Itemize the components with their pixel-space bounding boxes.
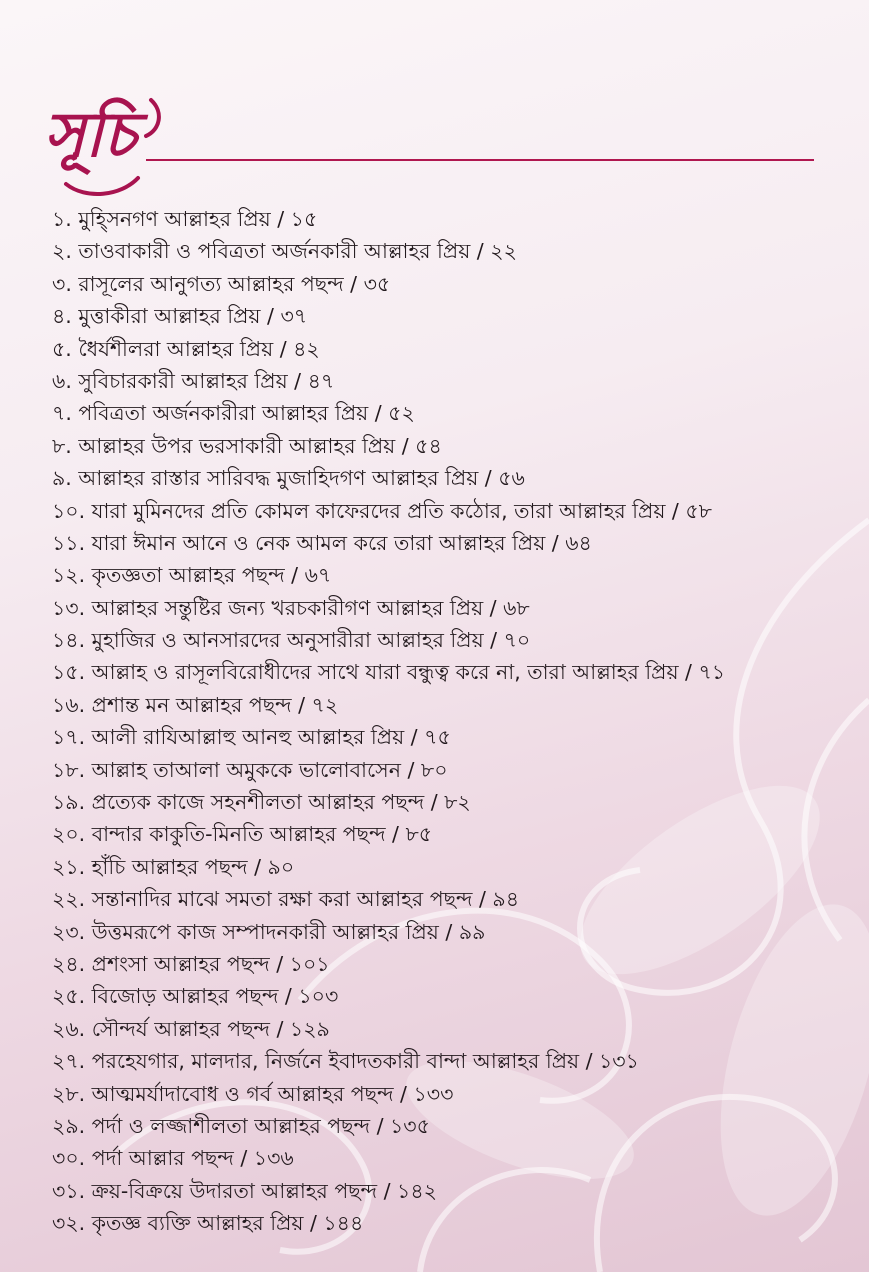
- toc-entry: ৬. সুবিচারকারী আল্লাহর প্রিয় / ৪৭: [52, 368, 335, 393]
- heading-divider: [146, 159, 814, 161]
- toc-entry: ১৫. আল্লাহ ও রাসূলবিরোধীদের সাথে যারা বন্ধুত্ব করে না, তারা আল্লাহর প্রিয় / ৭১: [52, 660, 726, 685]
- toc-entry: ১২. কৃতজ্ঞতা আল্লাহর পছন্দ / ৬৭: [52, 563, 332, 588]
- toc-entry: ৯. আল্লাহর রাস্তার সারিবদ্ধ মুজাহিদগণ আল্লাহর প্রিয় / ৫৬: [52, 466, 525, 491]
- toc-entry: ২৯. পর্দা ও লজ্জাশীলতা আল্লাহর পছন্দ / ১৩৫: [52, 1113, 430, 1138]
- toc-entry: ৪. মুত্তাকীরা আল্লাহর প্রিয় / ৩৭: [52, 304, 308, 329]
- toc-entry: ২৩. উত্তমরূপে কাজ সম্পাদনকারী আল্লাহর প্রিয় / ৯৯: [52, 919, 486, 944]
- toc-entry: ৭. পবিত্রতা অর্জনকারীরা আল্লাহর প্রিয় / ৫২: [52, 401, 415, 426]
- toc-entry: ৩১. ক্রয়-বিক্রয়ে উদারতা আল্লাহর পছন্দ / ১৪২: [52, 1178, 437, 1203]
- toc-entry: ২৮. আত্মমর্যাদাবোধ ও গর্ব আল্লাহর পছন্দ / ১৩৩: [52, 1081, 454, 1106]
- page-title: সূচি: [44, 98, 137, 171]
- toc-entry: ২. তাওবাকারী ও পবিত্রতা অর্জনকারী আল্লাহর প্রিয় / ২২: [52, 239, 517, 264]
- toc-entry: ১৪. মুহাজির ও আনসারদের অনুসারীরা আল্লাহর প্রিয় / ৭০: [52, 628, 531, 653]
- toc-entry: ২৭. পরহেযগার, মালদার, নির্জনে ইবাদতকারী বান্দা আল্লাহর প্রিয় / ১৩১: [52, 1049, 639, 1074]
- toc-entry: ১৭. আলী রাযিআল্লাহু আনহু আল্লাহর প্রিয় / ৭৫: [52, 725, 451, 750]
- toc-entry: ৫. ধৈর্যশীলরা আল্লাহর প্রিয় / ৪২: [52, 336, 320, 361]
- toc-entry: ১৯. প্রত্যেক কাজে সহনশীলতা আল্লাহর পছন্দ / ৮২: [52, 790, 471, 815]
- toc-entry: ২৪. প্রশংসা আল্লাহর পছন্দ / ১০১: [52, 951, 330, 976]
- toc-entry: ২২. সন্তানাদির মাঝে সমতা রক্ষা করা আল্লাহর পছন্দ / ৯৪: [52, 887, 520, 912]
- toc-entry: ৮. আল্লাহর উপর ভরসাকারী আল্লাহর প্রিয় / ৫৪: [52, 433, 442, 458]
- table-of-contents: [52, 203, 852, 1240]
- toc-entry: ৩২. কৃতজ্ঞ ব্যক্তি আল্লাহর প্রিয় / ১৪৪: [52, 1211, 364, 1236]
- toc-entry: ৩০. পর্দা আল্লার পছন্দ / ১৩৬: [52, 1146, 294, 1171]
- toc-entry: ১৬. প্রশান্ত মন আল্লাহর পছন্দ / ৭২: [52, 692, 339, 717]
- toc-entry: ২১. হাঁচি আল্লাহর পছন্দ / ৯০: [52, 854, 295, 879]
- toc-entry: ১. মুহ্সিনগণ আল্লাহর প্রিয় / ১৫: [52, 207, 318, 231]
- toc-entry: ১০. যারা মুমিনদের প্রতি কোমল কাফেরদের প্রতি কঠোর, তারা আল্লাহর প্রিয় / ৫৮: [52, 498, 712, 523]
- toc-entry: ২৫. বিজোড় আল্লাহর পছন্দ / ১০৩: [52, 984, 339, 1009]
- toc-entry: ১৮. আল্লাহ তাআলা অমুককে ভালোবাসেন / ৮০: [52, 757, 448, 782]
- toc-entry: ১৩. আল্লাহর সন্তুষ্টির জন্য খরচকারীগণ আল্লাহর প্রিয় / ৬৮: [52, 595, 530, 620]
- toc-heading: [26, 92, 166, 202]
- toc-entry: ২০. বান্দার কাকুতি-মিনতি আল্লাহর পছন্দ / ৮৫: [52, 822, 433, 847]
- toc-entry: ১১. যারা ঈমান আনে ও নেক আমল করে তারা আল্লাহর প্রিয় / ৬৪: [52, 530, 592, 555]
- toc-entry: ২৬. সৌন্দর্য আল্লাহর পছন্দ / ১২৯: [52, 1016, 330, 1041]
- toc-entry: ৩. রাসূলের আনুগত্য আল্লাহর পছন্দ / ৩৫: [52, 271, 391, 296]
